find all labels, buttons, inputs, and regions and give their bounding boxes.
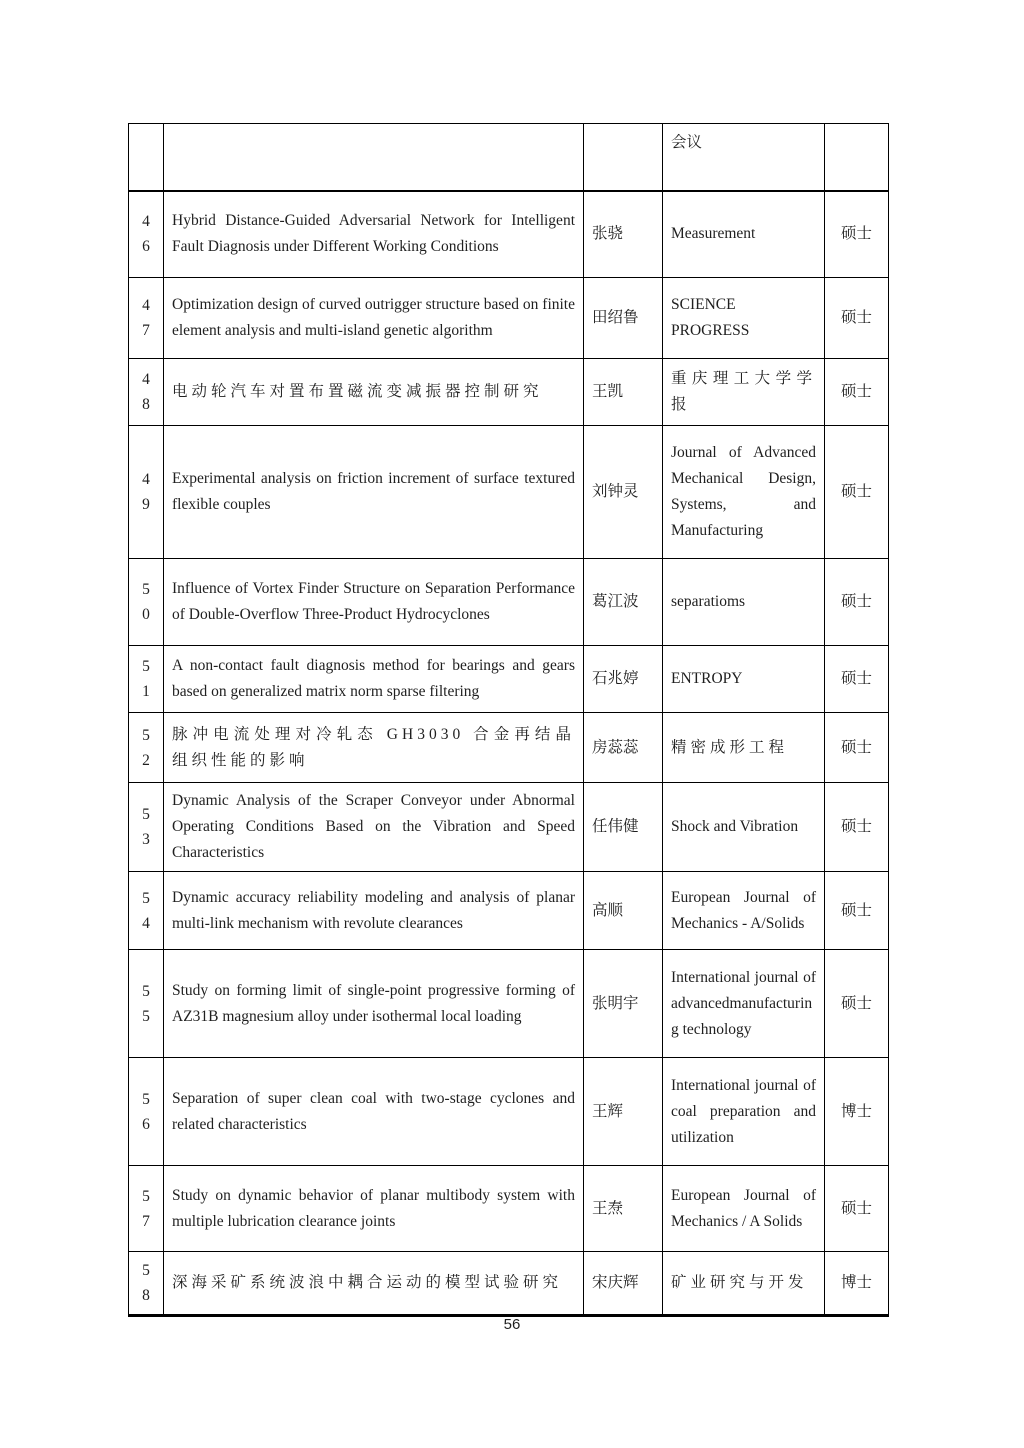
row-number: 54: [142, 889, 150, 932]
title-cell: [164, 950, 584, 1058]
author-name: 王焘: [592, 1199, 624, 1217]
degree-label: 硕士: [840, 225, 872, 243]
row-number-cell: [129, 426, 164, 559]
journal-name: Shock and Vibration: [671, 818, 799, 835]
journal-cell: [663, 426, 825, 559]
row-number: 47: [142, 297, 150, 339]
title-cell: [164, 124, 584, 191]
author-cell: [584, 1166, 663, 1252]
journal-cell: [663, 713, 825, 783]
author-name: 宋庆辉: [592, 1274, 639, 1291]
row-number-cell: [129, 359, 164, 426]
journal-cell: [663, 1058, 825, 1166]
degree-label: 博士: [840, 1274, 872, 1291]
degree-cell: [825, 1166, 889, 1252]
journal-cell: [663, 872, 825, 950]
title-cell: [164, 1058, 584, 1166]
row-number-cell: [129, 559, 164, 646]
journal-name: Measurement: [671, 225, 756, 243]
journal-name: 精密成形工程: [671, 738, 789, 756]
degree-cell: [825, 559, 889, 646]
table-row: [129, 278, 889, 359]
journal-cell: [663, 1166, 825, 1252]
title-cell: [164, 426, 584, 559]
row-number-cell: [129, 713, 164, 783]
title-cell: [164, 359, 584, 426]
author-cell: [584, 713, 663, 783]
paper-title: Study on forming limit of single-point progressive forming of AZ31B magnesium alloy under isothermal local loading: [172, 981, 575, 1025]
row-number: 51: [142, 658, 150, 700]
publications-table-body: [129, 124, 889, 1316]
table-row: [129, 646, 889, 713]
degree-label: 硕士: [840, 994, 872, 1012]
journal-cell: [663, 950, 825, 1058]
row-number: 56: [142, 1090, 150, 1133]
author-name: 石兆婷: [592, 670, 639, 687]
row-number: 49: [142, 471, 150, 513]
title-cell: [164, 559, 584, 646]
row-number-cell: [129, 1058, 164, 1166]
journal-cell: [663, 559, 825, 646]
table-row: [129, 1058, 889, 1166]
author-cell: [584, 124, 663, 191]
author-name: 张明宇: [592, 994, 639, 1012]
table-row: [129, 1252, 889, 1316]
author-cell: [584, 359, 663, 426]
row-number: 48: [142, 371, 150, 413]
journal-name: International journal of coal preparation and utilization: [671, 1076, 816, 1146]
row-number: 53: [142, 806, 150, 848]
author-cell: [584, 559, 663, 646]
paper-title: 脉冲电流处理对冷轧态 GH3030 合金再结晶组织性能的影响: [172, 725, 575, 769]
table-row: [129, 359, 889, 426]
row-number-cell: [129, 783, 164, 872]
journal-cell: [663, 646, 825, 713]
paper-title: Hybrid Distance-Guided Adversarial Network for Intelligent Fault Diagnosis under Different Working Conditions: [172, 212, 575, 256]
row-number: 50: [142, 581, 150, 623]
row-number-cell: [129, 1166, 164, 1252]
degree-label: 硕士: [840, 738, 872, 756]
title-cell: [164, 1252, 584, 1316]
degree-cell: [825, 783, 889, 872]
journal-name: 矿业研究与开发: [671, 1274, 808, 1291]
journal-cell: [663, 359, 825, 426]
degree-label: 硕士: [840, 1199, 872, 1217]
degree-label: 硕士: [840, 483, 872, 500]
degree-cell: [825, 191, 889, 278]
author-cell: [584, 191, 663, 278]
paper-title: Dynamic Analysis of the Scraper Conveyor under Abnormal Operating Conditions Based on the Vibration and Speed Characteristics: [172, 792, 575, 861]
journal-cell: [663, 783, 825, 872]
journal-name: SCIENCE PROGRESS: [671, 296, 750, 339]
title-cell: [164, 191, 584, 278]
author-cell: [584, 1252, 663, 1316]
paper-title: Influence of Vortex Finder Structure on Separation Performance of Double-Overflow Three-Product Hydrocyclones: [172, 580, 575, 623]
table-row: [129, 191, 889, 278]
degree-cell: [825, 1058, 889, 1166]
journal-name: 重庆理工大学学报: [671, 370, 816, 413]
paper-title: Separation of super clean coal with two-stage cyclones and related characteristics: [172, 1089, 575, 1133]
journal-name: International journal of advancedmanufacturing technology: [671, 968, 816, 1038]
row-number: 57: [142, 1187, 150, 1230]
journal-cell: [663, 1252, 825, 1316]
degree-label: 硕士: [840, 383, 872, 400]
title-cell: [164, 713, 584, 783]
row-number-cell: [129, 646, 164, 713]
row-number-cell: [129, 124, 164, 191]
row-number-cell: [129, 872, 164, 950]
author-name: 刘钟灵: [592, 483, 639, 500]
author-cell: [584, 278, 663, 359]
degree-cell: [825, 646, 889, 713]
degree-cell: [825, 278, 889, 359]
title-cell: [164, 783, 584, 872]
author-cell: [584, 646, 663, 713]
row-number-cell: [129, 950, 164, 1058]
author-name: 房蕊蕊: [592, 738, 639, 756]
table-row: [129, 426, 889, 559]
paper-title: Study on dynamic behavior of planar multibody system with multiple lubrication clearance joints: [172, 1186, 575, 1230]
title-cell: [164, 278, 584, 359]
degree-cell: [825, 124, 889, 191]
table-row: [129, 950, 889, 1058]
degree-cell: [825, 359, 889, 426]
degree-label: 硕士: [840, 901, 872, 919]
degree-cell: [825, 426, 889, 559]
journal-name: European Journal of Mechanics - A/Solids: [671, 888, 816, 932]
row-number-cell: [129, 191, 164, 278]
author-name: 田绍鲁: [592, 309, 639, 326]
author-name: 葛江波: [592, 593, 639, 610]
table-row: [129, 559, 889, 646]
journal-name: ENTROPY: [671, 670, 743, 687]
degree-label: 硕士: [840, 670, 872, 687]
title-cell: [164, 1166, 584, 1252]
degree-cell: [825, 1252, 889, 1316]
author-cell: [584, 783, 663, 872]
journal-name: Journal of Advanced Mechanical Design, Systems, and Manufacturing: [671, 444, 816, 539]
author-name: 王辉: [592, 1102, 624, 1120]
degree-cell: [825, 950, 889, 1058]
title-cell: [164, 646, 584, 713]
table-row-continuation: [129, 124, 889, 191]
author-name: 任伟健: [592, 818, 639, 835]
table-row: [129, 1166, 889, 1252]
journal-name: European Journal of Mechanics / A Solids: [671, 1186, 816, 1230]
degree-label: 博士: [840, 1102, 872, 1120]
paper-title: 电动轮汽车对置布置磁流变减振器控制研究: [172, 383, 543, 400]
degree-cell: [825, 872, 889, 950]
paper-title: 深海采矿系统波浪中耦合运动的模型试验研究: [172, 1274, 563, 1291]
paper-title: Experimental analysis on friction increment of surface textured flexible couples: [172, 470, 575, 513]
row-number: 46: [142, 213, 150, 256]
publications-table: [128, 123, 889, 1317]
journal-cell: [663, 278, 825, 359]
author-name: 王凯: [592, 383, 624, 400]
title-cell: [164, 872, 584, 950]
journal-cell: [663, 191, 825, 278]
row-number: 58: [142, 1262, 150, 1304]
author-name: 张骁: [592, 225, 624, 243]
degree-label: 硕士: [840, 593, 872, 610]
degree-label: 硕士: [840, 818, 872, 835]
journal-name: 会议: [671, 134, 703, 151]
row-number: 52: [142, 726, 150, 769]
author-cell: [584, 950, 663, 1058]
row-number-cell: [129, 1252, 164, 1316]
author-cell: [584, 872, 663, 950]
degree-cell: [825, 713, 889, 783]
table-row: [129, 713, 889, 783]
author-cell: [584, 426, 663, 559]
table-row: [129, 783, 889, 872]
page-number: 56: [503, 1316, 521, 1333]
row-number-cell: [129, 278, 164, 359]
paper-title: A non-contact fault diagnosis method for bearings and gears based on generalized matrix norm sparse filtering: [172, 657, 575, 700]
author-cell: [584, 1058, 663, 1166]
journal-cell: [663, 124, 825, 191]
table-row: [129, 872, 889, 950]
journal-name: separatioms: [671, 593, 746, 610]
row-number: 55: [142, 982, 150, 1025]
paper-title: Dynamic accuracy reliability modeling and analysis of planar multi-link mechanism with revolute clearances: [172, 888, 575, 932]
degree-label: 硕士: [840, 309, 872, 326]
author-name: 高顺: [592, 901, 624, 919]
paper-title: Optimization design of curved outrigger structure based on finite element analysis and multi-island genetic algorithm: [172, 296, 575, 339]
